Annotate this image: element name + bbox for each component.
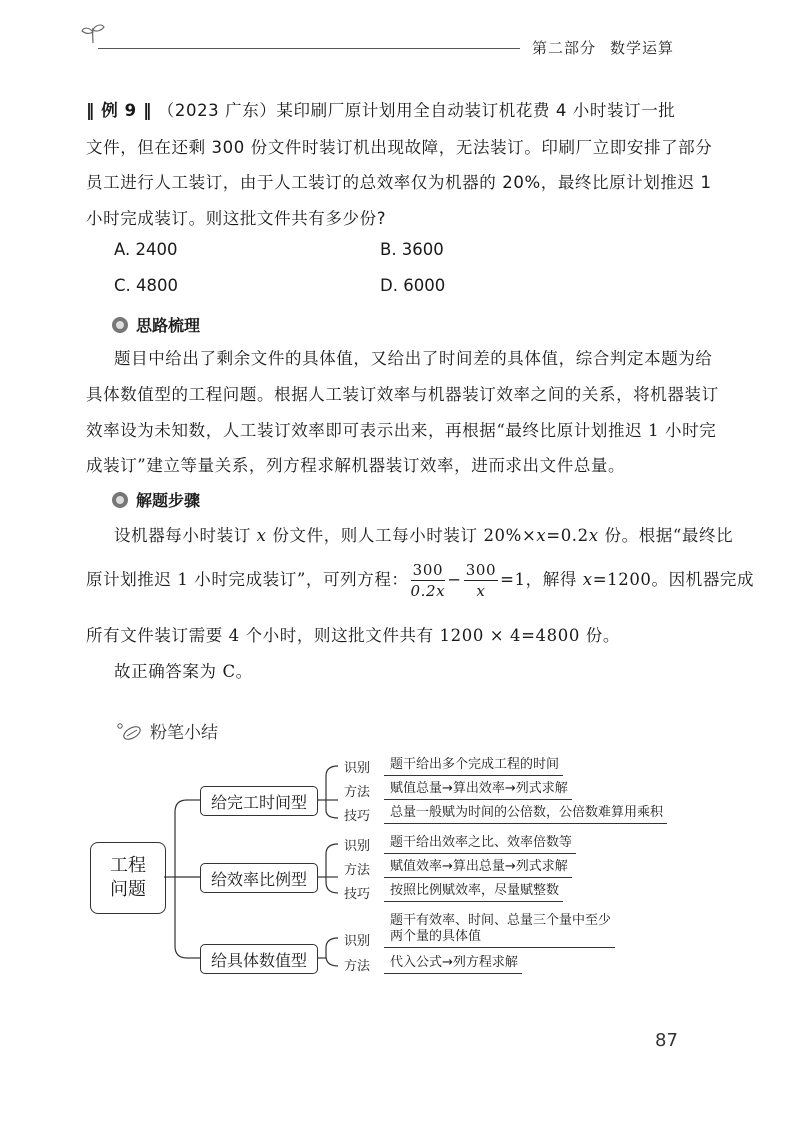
var-x: x bbox=[582, 570, 593, 589]
root-line-2: 问题 bbox=[110, 879, 146, 900]
answer-line: 故正确答案为 C。 bbox=[114, 662, 253, 681]
header-part: 第二部分 bbox=[532, 39, 597, 57]
header-subject: 数学运算 bbox=[610, 39, 675, 57]
solution-text: 份文件，则人工每小时装订 20% bbox=[266, 526, 522, 545]
item-label: 技巧 bbox=[344, 809, 371, 824]
item-text: 题干有效率、时间、总量三个量中至少 bbox=[390, 913, 612, 928]
item-text: 题干给出多个完成工程的时间 bbox=[384, 757, 563, 776]
category-node-2: 给效率比例型 bbox=[200, 863, 318, 893]
solution-text: 设机器每小时装订 bbox=[114, 526, 257, 545]
thinking-line-3: 效率设为未知数，人工装订效率即可表示出来，再根据“最终比原计划推迟 1 小时完 bbox=[86, 421, 717, 440]
example-text-1: （2023 广东）某印刷厂原计划用全自动装订机花费 4 小时装订一批 bbox=[157, 101, 676, 120]
item-label: 识别 bbox=[344, 934, 371, 949]
item-text: 按照比例赋效率，尽量赋整数 bbox=[384, 883, 563, 902]
example-tag: ‖ 例 9 ‖ bbox=[86, 101, 152, 120]
solution-text: =1，解得 bbox=[500, 570, 583, 589]
example-line-3: 员工进行人工装订，由于人工装订的总效率仅为机器的 20%，最终比原计划推迟 1 bbox=[86, 173, 712, 192]
category-node-1: 给完工时间型 bbox=[200, 786, 318, 816]
solution-title: 解题步骤 bbox=[136, 491, 201, 510]
var-x: x bbox=[256, 526, 267, 545]
example-line-4: 小时完成装订。则这批文件共有多少份? bbox=[86, 209, 387, 228]
item-text: 题干给出效率之比、效率倍数等 bbox=[384, 835, 576, 854]
solution-text: =0.2 bbox=[546, 526, 589, 545]
var-x: x bbox=[536, 526, 547, 545]
fraction-2-denominator: x bbox=[476, 582, 486, 600]
item-label: 识别 bbox=[344, 761, 371, 776]
solution-text: =1200。因机器完成 bbox=[592, 570, 755, 589]
item-label: 方法 bbox=[344, 785, 371, 800]
solution-text: 份。根据“最终比 bbox=[598, 526, 734, 545]
item-text-multiline bbox=[384, 913, 615, 948]
item-text: 赋值总量→算出效率→列式求解 bbox=[384, 781, 572, 800]
minus-sign: − bbox=[447, 570, 462, 589]
option-d: D. 6000 bbox=[380, 276, 446, 295]
item-label: 技巧 bbox=[344, 887, 371, 902]
times-sign: × bbox=[521, 526, 537, 545]
item-text: 两个量的具体值 bbox=[390, 929, 482, 944]
var-x: x bbox=[588, 526, 599, 545]
item-text: 代入公式→列方程求解 bbox=[384, 955, 522, 974]
root-node bbox=[90, 842, 166, 914]
thinking-line-2: 具体数值型的工程问题。根据人工装订效率与机器装订效率之间的关系，将机器装订 bbox=[86, 385, 719, 404]
root-line-1: 工程 bbox=[110, 855, 146, 876]
example-line-2: 文件，但在还剩 300 份文件时装订机出现故障，无法装订。印刷厂立即安排了部分 bbox=[86, 138, 713, 157]
category-node-3: 给具体数值型 bbox=[200, 944, 318, 974]
thinking-line-4: 成装订”建立等量关系，列方程求解机器装订效率，进而求出文件总量。 bbox=[86, 456, 626, 475]
page-number: 87 bbox=[655, 1030, 678, 1051]
fraction-1-numerator: 300 bbox=[411, 561, 446, 581]
option-a: A. 2400 bbox=[114, 240, 178, 259]
fraction-2-numerator: 300 bbox=[465, 561, 497, 579]
thinking-line-1: 题目中给出了剩余文件的具体值，又给出了时间差的具体值，综合判定本题为给 bbox=[114, 349, 713, 368]
option-b: B. 3600 bbox=[380, 240, 444, 259]
summary-title: 粉笔小结 bbox=[150, 723, 218, 743]
item-label: 方法 bbox=[344, 959, 371, 974]
item-label: 识别 bbox=[344, 839, 371, 854]
option-c: C. 4800 bbox=[114, 276, 179, 295]
fraction-1-denominator: 0.2x bbox=[410, 582, 446, 600]
solution-line-3: 所有文件装订需要 4 个小时，则这批文件共有 1200 × 4=4800 份。 bbox=[86, 626, 620, 645]
thinking-title: 思路梳理 bbox=[136, 316, 201, 335]
item-label: 方法 bbox=[344, 863, 371, 878]
item-text: 总量一般赋为时间的公倍数，公倍数难算用乘积 bbox=[384, 805, 667, 824]
item-text: 赋值效率→算出总量→列式求解 bbox=[384, 859, 572, 878]
solution-text: 原计划推迟 1 小时完成装订”，可列方程： bbox=[86, 570, 409, 589]
